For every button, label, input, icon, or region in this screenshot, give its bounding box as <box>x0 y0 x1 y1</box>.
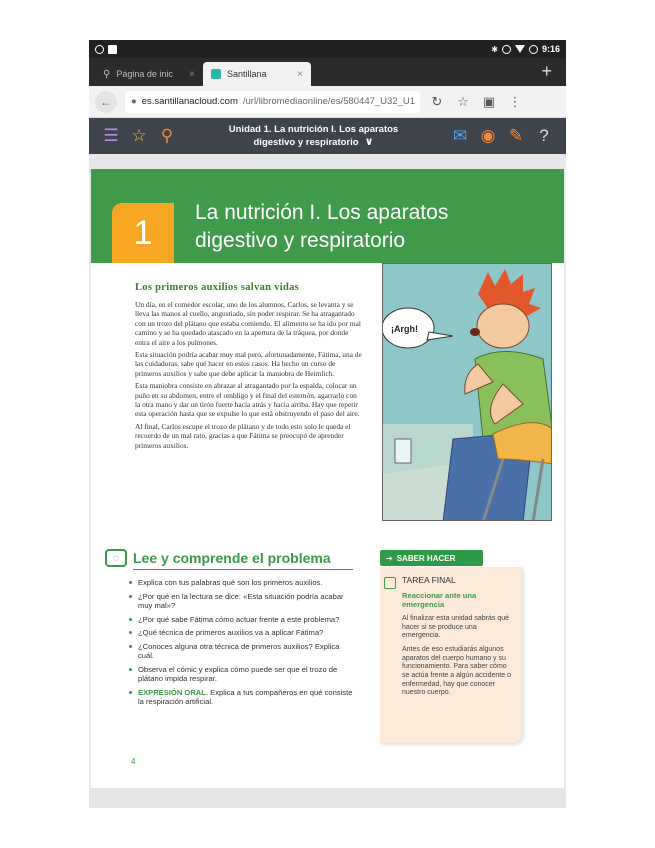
arrow-circle-icon: ➔ <box>386 553 393 563</box>
bluetooth-icon: ✱ <box>491 44 498 54</box>
sync-icon <box>95 45 104 54</box>
unit-title <box>195 199 448 255</box>
address-bar-row <box>89 86 566 118</box>
do-not-disturb-icon <box>502 45 511 54</box>
unit-title-line2: digestivo y respiratorio <box>195 229 406 252</box>
chevron-down-icon[interactable]: ∨ <box>364 136 374 148</box>
story-text <box>135 300 363 453</box>
unit-title-line1: La nutrición I. Los aparatos <box>195 201 449 224</box>
section-header <box>105 549 355 567</box>
wrench-icon[interactable]: ✎ <box>508 126 524 145</box>
close-tab-icon[interactable]: × <box>189 68 195 80</box>
unit-selector[interactable] <box>181 123 446 149</box>
url-path: /url/libromediaonline/es/580447_U32_U1 <box>242 96 416 107</box>
tarea-label: TAREA FINAL <box>402 575 456 585</box>
story-paragraph: Al final, Carlos escupe el trozo de plátano y de todo esto solo le queda el recuerdo de un mal rato, gracias a que Fátima se preocupó de aprender primeros auxilios. <box>135 421 351 450</box>
help-icon[interactable]: ? <box>539 126 549 145</box>
oral-text: Explica a tus compañeros en qué consiste la respiración artificial. <box>138 687 353 706</box>
santillana-favicon-icon <box>211 69 221 79</box>
status-time: 9:16 <box>541 44 560 54</box>
page-number: 4 <box>131 757 136 766</box>
story-heading: Los primeros auxilios salvan vidas <box>135 282 300 293</box>
book-page <box>91 169 564 788</box>
read-understand-section <box>105 549 355 711</box>
comic-illustration <box>382 263 552 521</box>
tarea-subtitle: Reaccionar ante una emergencia <box>402 591 477 610</box>
app-toolbar <box>89 118 566 154</box>
image-notification-icon <box>108 45 117 54</box>
star-bookmark-icon[interactable]: ☆ <box>457 93 469 109</box>
browser-tab-strip <box>89 58 566 86</box>
unit-title-line2: digestivo y respiratorio <box>253 137 359 148</box>
question-item <box>129 688 355 707</box>
question-list <box>129 578 355 707</box>
tab-label: Página de inic <box>116 69 173 79</box>
divider <box>133 569 353 570</box>
search-icon: ⚲ <box>103 68 111 80</box>
status-bar <box>89 40 566 58</box>
battery-icon <box>529 45 538 54</box>
unit-title-line1: Unidad 1. La nutrición I. Los aparatos <box>228 124 399 135</box>
oral-label: EXPRESIÓN ORAL. <box>138 687 209 697</box>
search-icon[interactable]: ⚲ <box>160 126 174 145</box>
saber-hacer-tag <box>380 550 483 566</box>
unit-number: 1 <box>112 203 174 263</box>
tarea-paragraph: Antes de eso estudiarás algunos aparatos del cuerpo humano y su funcionamiento. Para saber cómo se actúa frente a algún accidente o enfermedad, hay que conocer nuestro cuerpo. <box>402 645 511 697</box>
question-item: ¿Conoces alguna otra técnica de primeros auxilios? Explica cuál. <box>129 642 355 661</box>
menu-list-icon[interactable]: ☰ <box>103 126 119 145</box>
reload-icon[interactable]: ↻ <box>431 93 443 109</box>
url-domain: es.santillanacloud.com <box>141 96 238 107</box>
close-tab-icon[interactable]: × <box>297 68 303 80</box>
new-tab-button[interactable]: + <box>541 61 552 81</box>
inbox-icon[interactable]: ✉ <box>452 126 468 145</box>
question-item: ¿Qué técnica de primeros auxilios va a aplicar Fátima? <box>129 628 355 638</box>
story-paragraph: Un día, en el comedor escolar, uno de los alumnos, Carlos, se levanta y se lleva las manos al cuello, angustiado, sin poder respirar. Se ha atragantado con un trozo del plátano que estaba comiendo. El alimento se ha ido por mal camino y se ha quedado atascado en la apertura de la tráquea, por donde entra el aire a los pulmones. <box>135 300 361 347</box>
menu-dots-icon[interactable]: ⋮ <box>508 93 522 109</box>
story-paragraph: Esta maniobra consiste en abrazar al atragantado por la espalda, colocar un puño en su abdomen, entre el ombligo y el final del esternón, agarrarlo con la otra mano y dar un tirón fuerte hacia atrás y hacia arriba. Hay que repetir esta operación hasta que se expulse lo que está obstruyendo el paso del aire. <box>135 381 360 419</box>
task-icon <box>384 577 396 589</box>
question-item: ¿Por qué sabe Fátima cómo actuar frente a este problema? <box>129 615 355 625</box>
tablet-screen <box>89 40 566 808</box>
tab-label: Santillana <box>227 69 267 79</box>
tab-pagina-inicio[interactable] <box>95 62 203 86</box>
wifi-icon <box>515 45 525 53</box>
eye-add-icon[interactable]: ◉ <box>480 126 496 145</box>
section-title: Lee y comprende el problema <box>133 550 331 566</box>
question-item: ¿Por qué en la lectura se dice: «Esta situación podría acabar muy mal»? <box>129 592 355 611</box>
tarea-paragraph: Al finalizar esta unidad sabrás qué hacer si se produce una emergencia. <box>402 614 510 640</box>
comic-choking-boy <box>383 264 552 521</box>
site-info-icon[interactable]: ● <box>131 96 137 107</box>
back-button[interactable]: ← <box>95 91 117 113</box>
url-field[interactable] <box>125 91 420 113</box>
tab-santillana[interactable] <box>203 62 311 86</box>
story-paragraph: Esta situación podría acabar muy mal pero, afortunadamente, Fátima, una de las cuidadoras, sabe qué hacer en estos casos. Ha hecho un curso de primeros auxilios y sabe que debe aplicar la maniobra de Heimlich. <box>135 350 362 378</box>
comic-speech-text: ¡Argh! <box>391 324 418 334</box>
question-item: Observa el cómic y explica cómo puede ser que el trozo de plátano impida respirar. <box>129 665 355 684</box>
speech-bubbles-icon: ◌ <box>105 549 127 567</box>
bottom-area <box>89 788 566 808</box>
unit-banner <box>91 169 564 263</box>
tarea-final-box <box>380 567 522 743</box>
question-item: Explica con tus palabras qué son los primeros auxilios. <box>129 578 355 588</box>
tabs-count-icon[interactable]: ▣ <box>482 93 496 109</box>
saber-hacer-label: SABER HACER <box>396 553 456 563</box>
star-icon[interactable]: ☆ <box>131 126 147 145</box>
